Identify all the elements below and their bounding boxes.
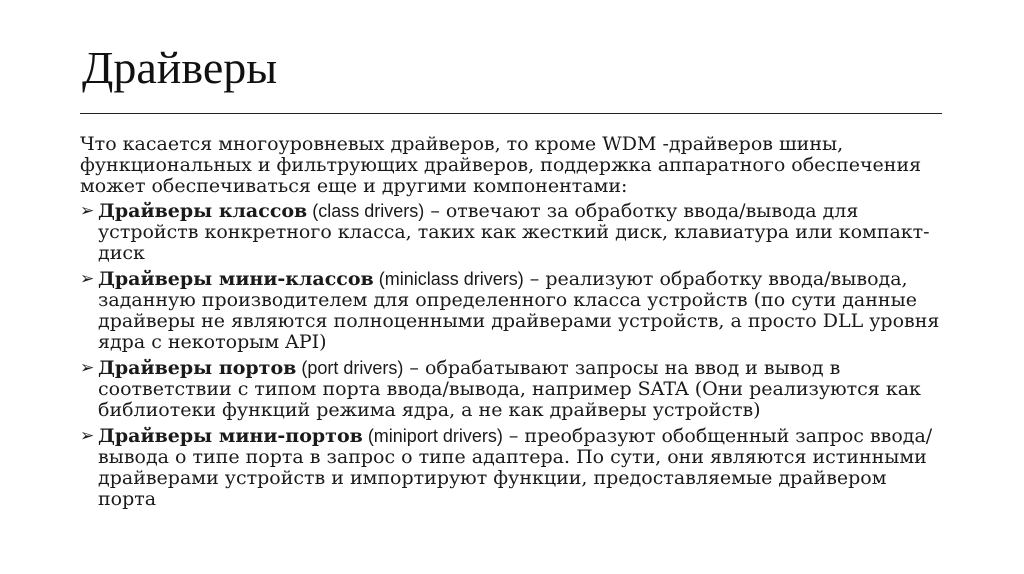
bullet-english: (port drivers) [296, 358, 404, 378]
arrow-check-icon: ➢ [80, 201, 95, 221]
slide-body [80, 134, 950, 515]
bullet-item-miniport-drivers [80, 426, 950, 510]
slide-title: Драйверы [82, 42, 278, 93]
bullet-text: – реализуют обработку ввода/вывода, заданную производителем для определенного класса устройств (по сути данные драйверы не являются полноценными драйверами устройств, а просто DLL уровня ядра с некоторым API) [98, 268, 940, 353]
arrow-check-icon: ➢ [80, 426, 95, 446]
bullet-text: – обрабатывают запросы на ввод и вывод в соответствии с типом порта ввода/вывода, например SATA (Они реализуются как библиотеки функций режима ядра, а не как драйверы устройств) [98, 357, 921, 421]
intro-paragraph: Что касается многоуровневых драйверов, то кроме WDM -драйверов шины, функциональных и фильтрующих драйверов, поддержка аппаратного обеспечения может обеспечиваться еще и другими компонентами: [80, 133, 922, 197]
title-divider [80, 113, 942, 114]
arrow-check-icon: ➢ [80, 358, 95, 378]
bullet-term: Драйверы мини-портов [98, 425, 363, 447]
bullet-item-class-drivers [80, 201, 950, 264]
bullet-term: Драйверы портов [98, 357, 297, 379]
bullet-item-port-drivers [80, 358, 950, 421]
arrow-check-icon: ➢ [80, 269, 95, 289]
bullet-list [80, 201, 950, 510]
bullet-english: (class drivers) [307, 201, 425, 221]
bullet-text: – отвечают за обработку ввода/вывода для устройств конкретного класса, таких как жесткий диск, клавиатура или компакт-диск [98, 200, 930, 264]
bullet-term: Драйверы мини-классов [98, 268, 374, 290]
bullet-text: – преобразуют обобщенный запрос ввода/вывода о типе порта в запрос о типе адаптера. По сути, они являются истинными драйверами устройств и импортируют функции, предоставляемые драйвером порта [98, 425, 933, 510]
bullet-english: (miniport drivers) [362, 426, 503, 446]
bullet-item-miniclass-drivers [80, 269, 950, 353]
bullet-english: (miniclass drivers) [373, 269, 524, 289]
bullet-term: Драйверы классов [98, 200, 308, 222]
